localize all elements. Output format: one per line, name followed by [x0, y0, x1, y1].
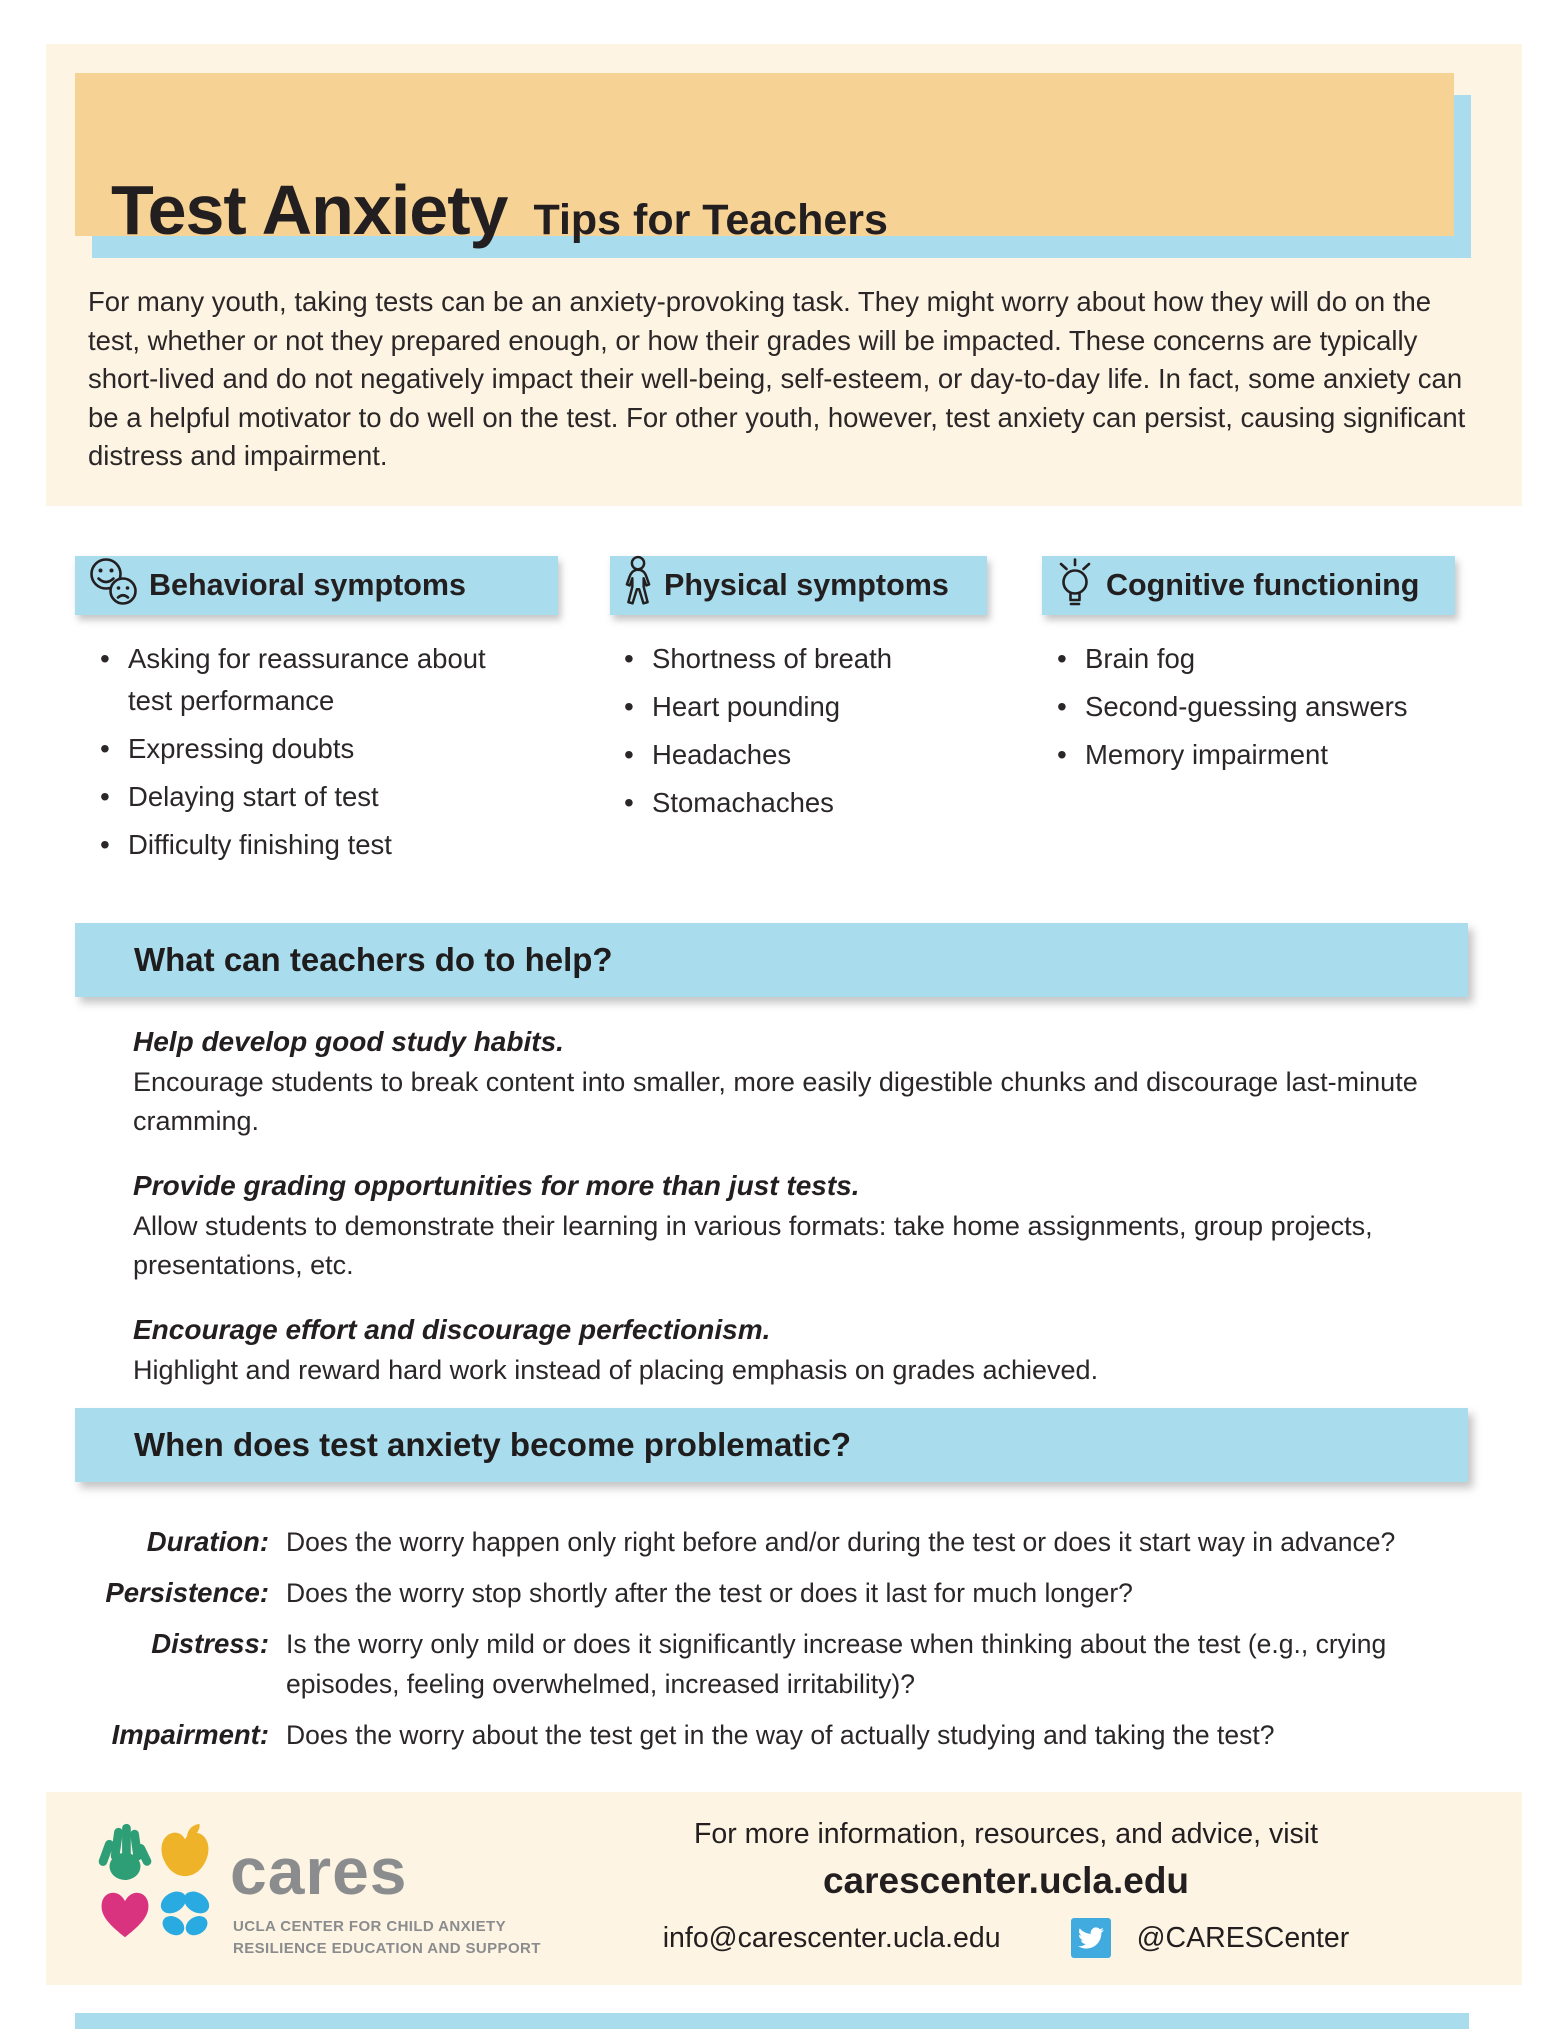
lightbulb-icon	[1054, 557, 1096, 615]
list-item: • Headaches	[622, 734, 982, 776]
help-item-body: Highlight and reward hard work instead of placing emphasis on grades achieved.	[133, 1355, 1099, 1385]
list-item: • Delaying start of test	[98, 776, 528, 818]
help-item-heading: Provide grading opportunities for more than just tests.	[133, 1170, 860, 1201]
problematic-section-header: When does test anxiety become problematic?	[75, 1408, 1468, 1482]
cares-logo-shapes	[96, 1818, 216, 1948]
hand-icon	[96, 1818, 154, 1882]
footer-contact-row	[516, 1918, 1496, 1958]
list-item: • Second-guessing answers	[1055, 686, 1455, 728]
heart-icon	[96, 1884, 154, 1946]
list-item: • Stomachaches	[622, 782, 982, 824]
footer-website-link[interactable]: carescenter.ucla.edu	[822, 1860, 1190, 1901]
help-item-heading: Encourage effort and discourage perfectionism.	[133, 1314, 771, 1345]
person-icon	[622, 555, 654, 617]
happy-sad-faces-icon	[87, 557, 139, 615]
cares-logo-subtitle-line2: RESILIENCE EDUCATION AND SUPPORT	[233, 1940, 541, 1957]
list-item: • Brain fog	[1055, 638, 1455, 680]
list-item: • Memory impairment	[1055, 734, 1455, 776]
cares-logo-subtitle	[233, 1916, 541, 1960]
help-item	[133, 1026, 1443, 1141]
physical-symptoms-header	[610, 556, 987, 615]
definition-desc: Does the worry happen only right before and/or during the test or does it start way in advance?	[286, 1527, 1396, 1557]
title-banner	[75, 73, 1454, 249]
behavioral-symptoms-list	[98, 638, 528, 872]
behavioral-symptoms-header	[75, 556, 558, 615]
help-item-body: Allow students to demonstrate their learning in various formats: take home assignments, group projects, presentations, etc.	[133, 1211, 1373, 1280]
footer-info-line: For more information, resources, and advice, visit	[693, 1818, 1319, 1850]
help-item-heading: Help develop good study habits.	[133, 1026, 564, 1057]
page-subtitle: Tips for Teachers	[533, 196, 888, 244]
behavioral-symptoms-title: Behavioral symptoms	[149, 568, 466, 602]
definition-desc: Does the worry about the test get in the way of actually studying and taking the test?	[286, 1720, 1275, 1750]
cares-logo-subtitle-line1: UCLA CENTER FOR CHILD ANXIETY	[233, 1918, 506, 1935]
list-item: • Expressing doubts	[98, 728, 528, 770]
list-item: • Difficulty finishing test	[98, 824, 528, 866]
list-item: • Heart pounding	[622, 686, 982, 728]
cognitive-functioning-list	[1055, 638, 1455, 782]
footer	[46, 1792, 1522, 1985]
definition-term: Impairment:	[111, 1719, 269, 1750]
physical-symptoms-title: Physical symptoms	[664, 568, 949, 602]
definition-term: Persistence:	[105, 1577, 269, 1608]
list-item: • Asking for reassurance about test performance	[98, 638, 528, 722]
intro-paragraph: For many youth, taking tests can be an anxiety-provoking task. They might worry about how they will do on the test, whether or not they prepared enough, or how their grades will be impacted. These concerns are typically short-lived and do not negatively impact their well-being, self-esteem, or day-to-day life. In fact, some anxiety can be a helpful motivator to do well on the test. For other youth, however, test anxiety can persist, causing significant distress and impairment.	[88, 286, 1466, 471]
cares-logo-wordmark: cares	[230, 1834, 408, 1908]
problematic-definitions	[86, 1522, 1486, 1755]
help-item-body: Encourage students to break content into smaller, more easily digestible chunks and discourage last-minute cramming.	[133, 1067, 1418, 1136]
definition-term: Duration:	[146, 1526, 269, 1557]
apple-icon	[156, 1818, 214, 1882]
butterfly-icon	[156, 1884, 214, 1946]
physical-symptoms-list	[622, 638, 982, 830]
cognitive-functioning-title: Cognitive functioning	[1106, 568, 1420, 602]
cognitive-functioning-header	[1042, 556, 1455, 615]
definition-desc: Is the worry only mild or does it significantly increase when thinking about the test (e.g., crying episodes, feeling overwhelmed, increased irritability)?	[286, 1629, 1387, 1699]
twitter-icon[interactable]	[1071, 1918, 1111, 1958]
bottom-accent-strip	[75, 2013, 1469, 2029]
help-section-body	[133, 1026, 1443, 1419]
footer-email-link[interactable]: info@carescenter.ucla.edu	[662, 1921, 1001, 1954]
list-item: • Shortness of breath	[622, 638, 982, 680]
help-item	[133, 1314, 1443, 1390]
page-title: Test Anxiety	[111, 171, 508, 249]
definition-term: Distress:	[151, 1628, 269, 1659]
footer-contact-block	[516, 1818, 1496, 1958]
help-item	[133, 1170, 1443, 1285]
twitter-handle-link[interactable]: @CARESCenter	[1136, 1921, 1350, 1954]
definition-desc: Does the worry stop shortly after the test or does it last for much longer?	[286, 1578, 1133, 1608]
help-section-header: What can teachers do to help?	[75, 923, 1468, 997]
